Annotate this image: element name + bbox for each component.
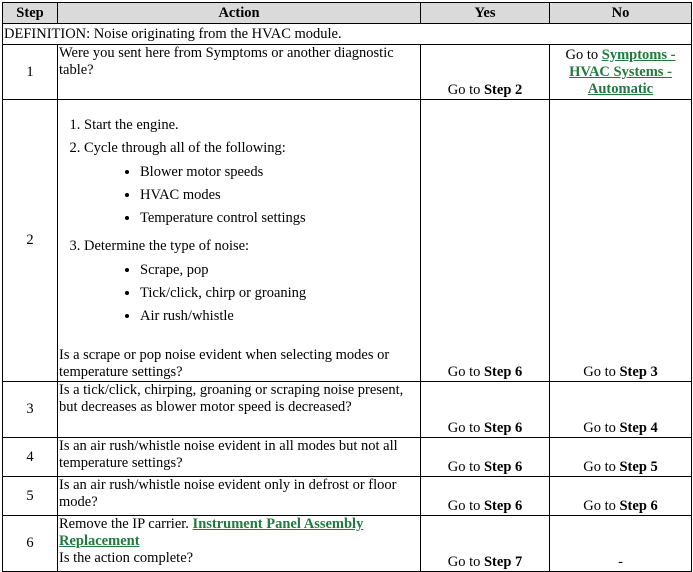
action-cell [58,516,421,572]
step-number: 3 [3,382,58,438]
no-step: Step 5 [619,459,658,475]
instruction-text: Remove the IP carrier. [59,516,189,532]
yes-step: Step 6 [483,364,523,380]
goto-label: Go to [583,498,616,514]
yes-step: Step 6 [483,498,523,514]
action-cell [58,100,421,382]
no-step: Step 3 [619,364,658,380]
sub-item: • Air rush/whistle [140,307,419,325]
header-step: Step [3,3,58,24]
yes-step: Step 6 [483,459,523,475]
step-number: 1 [3,45,58,100]
goto-label: Go to [447,554,481,570]
header-yes: Yes [421,3,550,24]
no-cell [550,477,692,516]
sub-item: • Tick/click, chirp or groaning [140,284,419,302]
goto-label: Go to [565,47,599,63]
no-cell [550,100,692,382]
question-text: Were you sent here from Symptoms or another diagnostic table? [59,45,394,78]
action-cell [58,477,421,516]
question-text: Is the action complete? [59,550,194,566]
yes-cell [421,516,550,572]
instruction-item: 1. Start the engine. [84,116,419,139]
table-row [3,477,692,516]
definition-text: DEFINITION: Noise originating from the HVAC module. [3,24,692,45]
goto-label: Go to [447,82,481,98]
no-step: Step 6 [619,498,658,514]
action-cell [58,438,421,477]
goto-label: Go to [583,459,616,475]
instruction-item: 3. Determine the type of noise: • Scrape, pop • Tick/click, chirp or groaning • Air rush/whistle [84,237,419,335]
sub-list [84,163,419,227]
yes-step: Step 6 [483,420,523,436]
step-number: 4 [3,438,58,477]
question-text: Is a tick/click, chirping, groaning or scraping noise present, but decreases as blower motor speed is decreased? [59,382,404,415]
goto-label: Go to [447,364,481,380]
sub-item: • Temperature control settings [140,209,419,227]
goto-label: Go to [447,498,481,514]
goto-label: Go to [447,420,481,436]
goto-label: Go to [583,420,616,436]
instruction-item: 2. Cycle through all of the following: • Blower motor speeds • HVAC modes • Temperature control settings [84,139,419,237]
goto-label: Go to [447,459,481,475]
no-cell [550,438,692,477]
goto-label: Go to [583,364,616,380]
diagnostic-table [2,2,692,572]
symptoms-hvac-link[interactable]: Symptoms - HVAC Systems - Automatic [569,47,676,97]
header-row [3,3,692,24]
action-cell [58,382,421,438]
sub-list [84,261,419,325]
table-row [3,382,692,438]
no-cell [550,382,692,438]
table-row [3,100,692,382]
no-step: Step 4 [619,420,658,436]
question-text: Is an air rush/whistle noise evident in all modes but not all temperature settings? [59,438,398,471]
no-cell [550,45,692,100]
question-text: Is a scrape or pop noise evident when selecting modes or temperature settings? [59,347,390,380]
table-row [3,516,692,572]
yes-step: Step 7 [483,554,523,570]
header-no: No [550,3,692,24]
sub-item: • Scrape, pop [140,261,419,279]
yes-cell [421,382,550,438]
yes-step: Step 2 [483,82,523,98]
table-row [3,438,692,477]
no-cell [550,516,692,572]
yes-cell [421,45,550,100]
step-number: 6 [3,516,58,572]
instruction-list [59,116,419,335]
step-number: 2 [3,100,58,382]
no-value: - [618,554,623,570]
header-action: Action [58,3,421,24]
step-number: 5 [3,477,58,516]
table-row [3,45,692,100]
definition-row [3,24,692,45]
sub-item: • HVAC modes [140,186,419,204]
action-cell [58,45,421,100]
yes-cell [421,438,550,477]
question-text: Is an air rush/whistle noise evident only in defrost or floor mode? [59,477,397,510]
sub-item: • Blower motor speeds [140,163,419,181]
yes-cell [421,477,550,516]
yes-cell [421,100,550,382]
instrument-panel-link[interactable]: Instrument Panel Assembly Replacement [59,516,364,549]
